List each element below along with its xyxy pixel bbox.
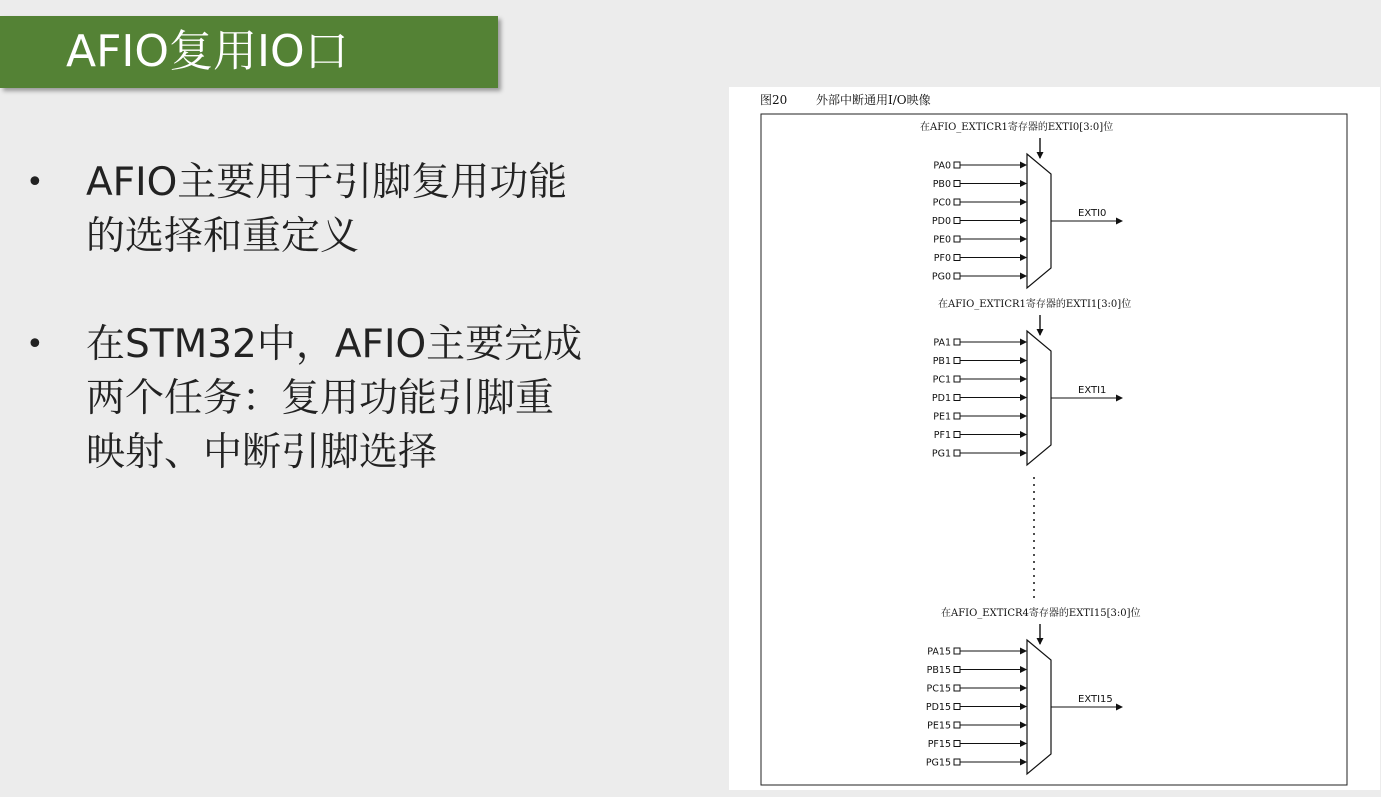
input-pin-square	[954, 395, 960, 401]
input-pin-square	[954, 273, 960, 279]
bullet-text: 两个任务：复用功能引脚重	[86, 376, 555, 421]
mux-container	[920, 120, 1141, 774]
mux-trapezoid	[1027, 640, 1051, 774]
bullet-item	[26, 318, 646, 480]
input-pin-label: PB0	[932, 179, 951, 190]
input-pin-label: PG0	[931, 271, 951, 283]
input-pin-square	[954, 181, 960, 187]
input-pin-square	[954, 432, 960, 438]
bullet-text: 映射、中断引脚选择	[86, 430, 438, 475]
slide-title: AFIO复用IO口	[66, 26, 349, 77]
figure-caption-number: 图20	[760, 93, 788, 107]
input-pin-label: PA0	[933, 160, 951, 172]
input-pin-square	[954, 667, 960, 673]
input-pin-square	[954, 741, 960, 747]
input-pin-square	[954, 339, 960, 345]
input-pin-square	[954, 704, 960, 710]
bullet-item	[26, 156, 646, 264]
mux-trapezoid	[1027, 154, 1051, 288]
input-pin-square	[954, 450, 960, 456]
input-pin-square	[954, 358, 960, 364]
input-pin-label: PG1	[931, 448, 951, 460]
input-pin-label: PB15	[926, 665, 951, 676]
input-pin-square	[954, 199, 960, 205]
input-pin-square	[954, 722, 960, 728]
mux-register-label: 在AFIO_EXTICR4寄存器的EXTI15[3:0]位	[941, 608, 1141, 619]
input-pin-label: PF0	[933, 253, 951, 264]
bullet-list	[26, 156, 646, 480]
input-pin-label: PF1	[933, 430, 951, 441]
exti-mapping-figure	[729, 87, 1380, 790]
input-pin-label: PD0	[931, 216, 951, 227]
input-pin-label: PE15	[927, 720, 951, 732]
input-pin-label: PA1	[933, 337, 951, 349]
input-pin-label: PC0	[932, 197, 951, 209]
input-pin-square	[954, 413, 960, 419]
mux-trapezoid	[1027, 331, 1051, 465]
mux-register-label: 在AFIO_EXTICR1寄存器的EXTI0[3:0]位	[920, 122, 1114, 133]
mux-register-label: 在AFIO_EXTICR1寄存器的EXTI1[3:0]位	[938, 299, 1132, 310]
figure-border	[761, 114, 1347, 785]
mux-block	[920, 120, 1122, 288]
input-pin-label: PA15	[927, 646, 951, 658]
input-pin-square	[954, 255, 960, 261]
input-pin-label: PE1	[933, 411, 951, 423]
input-pin-square	[954, 218, 960, 224]
input-pin-square	[954, 162, 960, 168]
bullet-text: AFIO主要用于引脚复用功能	[86, 160, 568, 205]
input-pin-square	[954, 759, 960, 765]
mux-block	[926, 606, 1141, 774]
slide-title-bar	[0, 16, 498, 88]
input-pin-label: PB1	[932, 356, 951, 367]
bullet-text: 的选择和重定义	[86, 214, 360, 259]
input-pin-square	[954, 685, 960, 691]
input-pin-label: PC1	[932, 374, 951, 386]
input-pin-label: PE0	[933, 234, 951, 246]
input-pin-label: PD15	[925, 702, 951, 713]
output-label: EXTI1	[1078, 385, 1107, 396]
input-pin-square	[954, 376, 960, 382]
mux-block	[932, 297, 1131, 465]
input-pin-label: PC15	[926, 683, 951, 695]
input-pin-square	[954, 648, 960, 654]
output-label: EXTI0	[1078, 208, 1107, 219]
bullet-text: 在STM32中，AFIO主要完成	[86, 322, 583, 367]
input-pin-label: PG15	[925, 757, 951, 769]
bullet-dot-icon: •	[26, 327, 44, 362]
output-label: EXTI15	[1078, 694, 1113, 705]
input-pin-square	[954, 236, 960, 242]
exti-mapping-diagram	[729, 87, 1380, 790]
input-pin-label: PD1	[931, 393, 951, 404]
figure-caption-title: 外部中断通用I/O映像	[816, 93, 931, 107]
bullet-dot-icon: •	[26, 165, 44, 200]
input-pin-label: PF15	[927, 739, 951, 750]
